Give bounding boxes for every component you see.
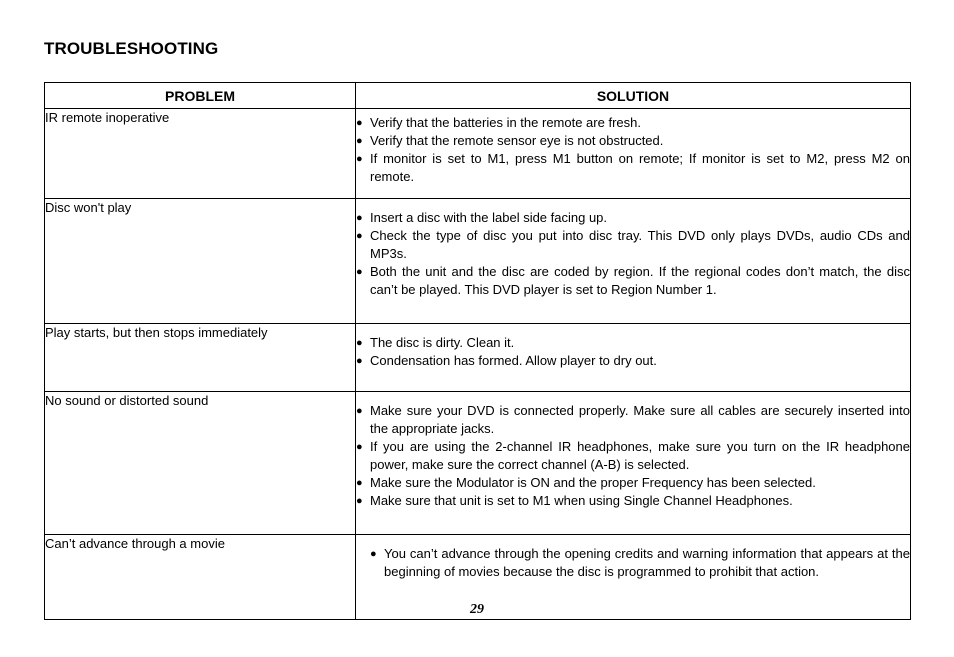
bullet-icon: ● (356, 266, 363, 278)
solution-list (356, 114, 910, 186)
solution-cell (356, 199, 911, 324)
list-item (356, 263, 910, 299)
table-header-row (45, 83, 911, 109)
list-item (356, 227, 910, 263)
solution-list (370, 545, 910, 581)
solution-text: Verify that the remote sensor eye is not obstructed. (370, 133, 664, 148)
table-row (45, 109, 911, 199)
bullet-icon: ● (356, 355, 363, 367)
problem-cell: No sound or distorted sound (45, 392, 356, 535)
bullet-icon: ● (356, 230, 363, 242)
bullet-icon: ● (356, 405, 363, 417)
solution-list (356, 209, 910, 299)
solution-text: Make sure the Modulator is ON and the proper Frequency has been selected. (370, 475, 816, 490)
bullet-icon: ● (356, 337, 363, 349)
solution-cell (356, 109, 911, 199)
list-item (356, 402, 910, 438)
problem-cell: Play starts, but then stops immediately (45, 324, 356, 392)
problem-cell: IR remote inoperative (45, 109, 356, 199)
solution-cell (356, 324, 911, 392)
list-item (356, 334, 910, 352)
solution-text: You can’t advance through the opening credits and warning information that appears at the beginning of movies because the disc is programmed to prohibit that action. (384, 546, 910, 579)
list-item (356, 438, 910, 474)
bullet-icon: ● (356, 441, 363, 453)
bullet-icon: ● (370, 548, 377, 560)
list-item (356, 132, 910, 150)
list-item (356, 474, 910, 492)
bullet-icon: ● (356, 117, 363, 129)
table-row (45, 199, 911, 324)
solution-text: Make sure your DVD is connected properly. Make sure all cables are securely inserted into the appropriate jacks. (370, 403, 910, 436)
problem-cell: Disc won't play (45, 199, 356, 324)
solution-text: Verify that the batteries in the remote are fresh. (370, 115, 641, 130)
list-item (356, 114, 910, 132)
list-item (356, 209, 910, 227)
solution-text: The disc is dirty. Clean it. (370, 335, 515, 350)
solution-cell (356, 392, 911, 535)
column-header-problem: PROBLEM (45, 83, 356, 109)
table-row (45, 324, 911, 392)
list-item (356, 352, 910, 370)
solution-list (356, 334, 910, 370)
solution-text: Insert a disc with the label side facing up. (370, 210, 608, 225)
solution-text: If you are using the 2-channel IR headphones, make sure you turn on the IR headphone power, make sure the correct channel (A-B) is selected. (370, 439, 910, 472)
column-header-solution: SOLUTION (356, 83, 911, 109)
list-item (356, 492, 910, 510)
table-row (45, 392, 911, 535)
troubleshooting-table (44, 82, 911, 620)
bullet-icon: ● (356, 495, 363, 507)
list-item (356, 150, 910, 186)
solution-text: Condensation has formed. Allow player to dry out. (370, 353, 657, 368)
solution-text: Both the unit and the disc are coded by region. If the regional codes don’t match, the disc can’t be played. This DVD player is set to Region Number 1. (370, 264, 910, 297)
problem-cell: Can’t advance through a movie (45, 535, 356, 620)
bullet-icon: ● (356, 135, 363, 147)
page-title: TROUBLESHOOTING (44, 39, 219, 58)
solution-text: If monitor is set to M1, press M1 button on remote; If monitor is set to M2, press M2 on remote. (370, 151, 910, 184)
bullet-icon: ● (356, 477, 363, 489)
solution-text: Make sure that unit is set to M1 when using Single Channel Headphones. (370, 493, 793, 508)
page-number: 29 (470, 602, 484, 617)
bullet-icon: ● (356, 212, 363, 224)
solution-list (356, 402, 910, 510)
solution-text: Check the type of disc you put into disc tray. This DVD only plays DVDs, audio CDs and MP3s. (370, 228, 910, 261)
bullet-icon: ● (356, 153, 363, 165)
list-item (370, 545, 910, 581)
